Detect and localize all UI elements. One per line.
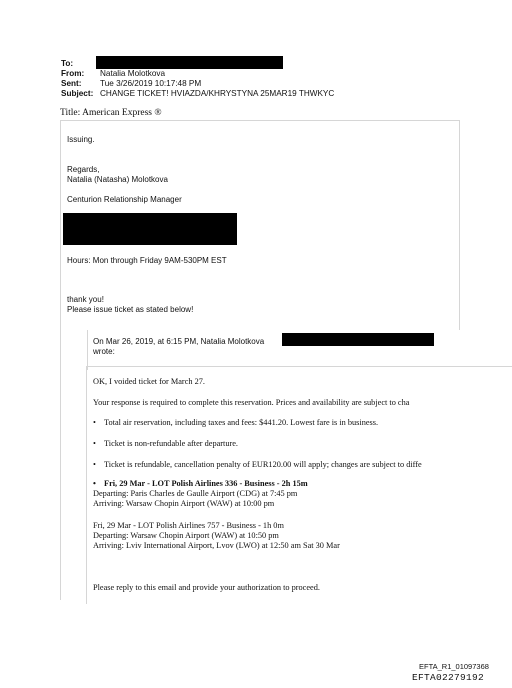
- flight2-title: Fri, 29 Mar - LOT Polish Airlines 757 - Business - 1h 0m: [93, 521, 284, 530]
- outer-frame-right: [459, 120, 460, 330]
- bullet-dot-1: •: [93, 418, 96, 427]
- flight1-title: Fri, 29 Mar - LOT Polish Airlines 336 - Business - 2h 15m: [104, 479, 308, 488]
- subject-label: Subject:: [61, 89, 94, 98]
- flight1-departing: Departing: Paris Charles de Gaulle Airport (CDG) at 7:45 pm: [93, 489, 298, 498]
- outer-frame-left: [60, 120, 61, 600]
- issuing-text: Issuing.: [67, 135, 95, 144]
- regards-text: Regards,: [67, 165, 100, 174]
- flight1-dot: •: [93, 479, 96, 488]
- to-label: To:: [61, 59, 74, 68]
- bullet-dot-2: •: [93, 439, 96, 448]
- redacted-contact-block: [63, 213, 237, 245]
- reply-line: Please reply to this email and provide your authorization to proceed.: [93, 583, 320, 592]
- thank-you-text: thank you!: [67, 295, 104, 304]
- sent-value: Tue 3/26/2019 10:17:48 PM: [100, 79, 202, 88]
- flight2-arriving: Arriving: Lviv International Airport, Lvov (LWO) at 12:50 am Sat 30 Mar: [93, 541, 340, 550]
- outer-frame-top: [60, 120, 460, 121]
- flight1-arriving: Arriving: Warsaw Chopin Airport (WAW) at 10:00 pm: [93, 499, 275, 508]
- redacted-sender-email: [282, 333, 434, 346]
- please-issue-text: Please issue ticket as stated below!: [67, 305, 194, 314]
- subject-value: CHANGE TICKET! HVIAZDA/KHRYSTYNA 25MAR19 THWKYC: [100, 89, 335, 98]
- bullet-total: Total air reservation, including taxes and fees: $441.20. Lowest fare is in business.: [104, 418, 379, 427]
- response-line: Your response is required to complete this reservation. Prices and availability are subject to cha: [93, 398, 410, 407]
- bullet-dot-3: •: [93, 460, 96, 469]
- quoted-on-line: On Mar 26, 2019, at 6:15 PM, Natalia Molotkova: [93, 337, 265, 346]
- title-line: Title: American Express ®: [60, 108, 162, 118]
- from-label: From:: [61, 69, 85, 78]
- signer-role: Centurion Relationship Manager: [67, 195, 182, 204]
- footer-ref-r1: EFTA_R1_01097368: [419, 662, 489, 671]
- signer-name: Natalia (Natasha) Molotkova: [67, 175, 168, 184]
- inner-frame-top: [86, 366, 512, 367]
- quote-bar: [87, 330, 88, 370]
- from-value: Natalia Molotkova: [100, 69, 166, 78]
- flight2-departing: Departing: Warsaw Chopin Airport (WAW) at 10:50 pm: [93, 531, 279, 540]
- sent-label: Sent:: [61, 79, 82, 88]
- bullet-nonrefundable: Ticket is non-refundable after departure.: [104, 439, 239, 448]
- bullet-refundable: Ticket is refundable, cancellation penalty of EUR120.00 will apply; changes are subject to diffe: [104, 460, 422, 469]
- footer-ref-efta: EFTA02279192: [412, 672, 485, 683]
- voided-line: OK, I voided ticket for March 27.: [93, 377, 205, 386]
- hours-text: Hours: Mon through Friday 9AM-530PM EST: [67, 256, 227, 265]
- redacted-recipient: [96, 56, 283, 69]
- quoted-wrote: wrote:: [93, 347, 115, 356]
- inner-frame-left: [86, 366, 87, 604]
